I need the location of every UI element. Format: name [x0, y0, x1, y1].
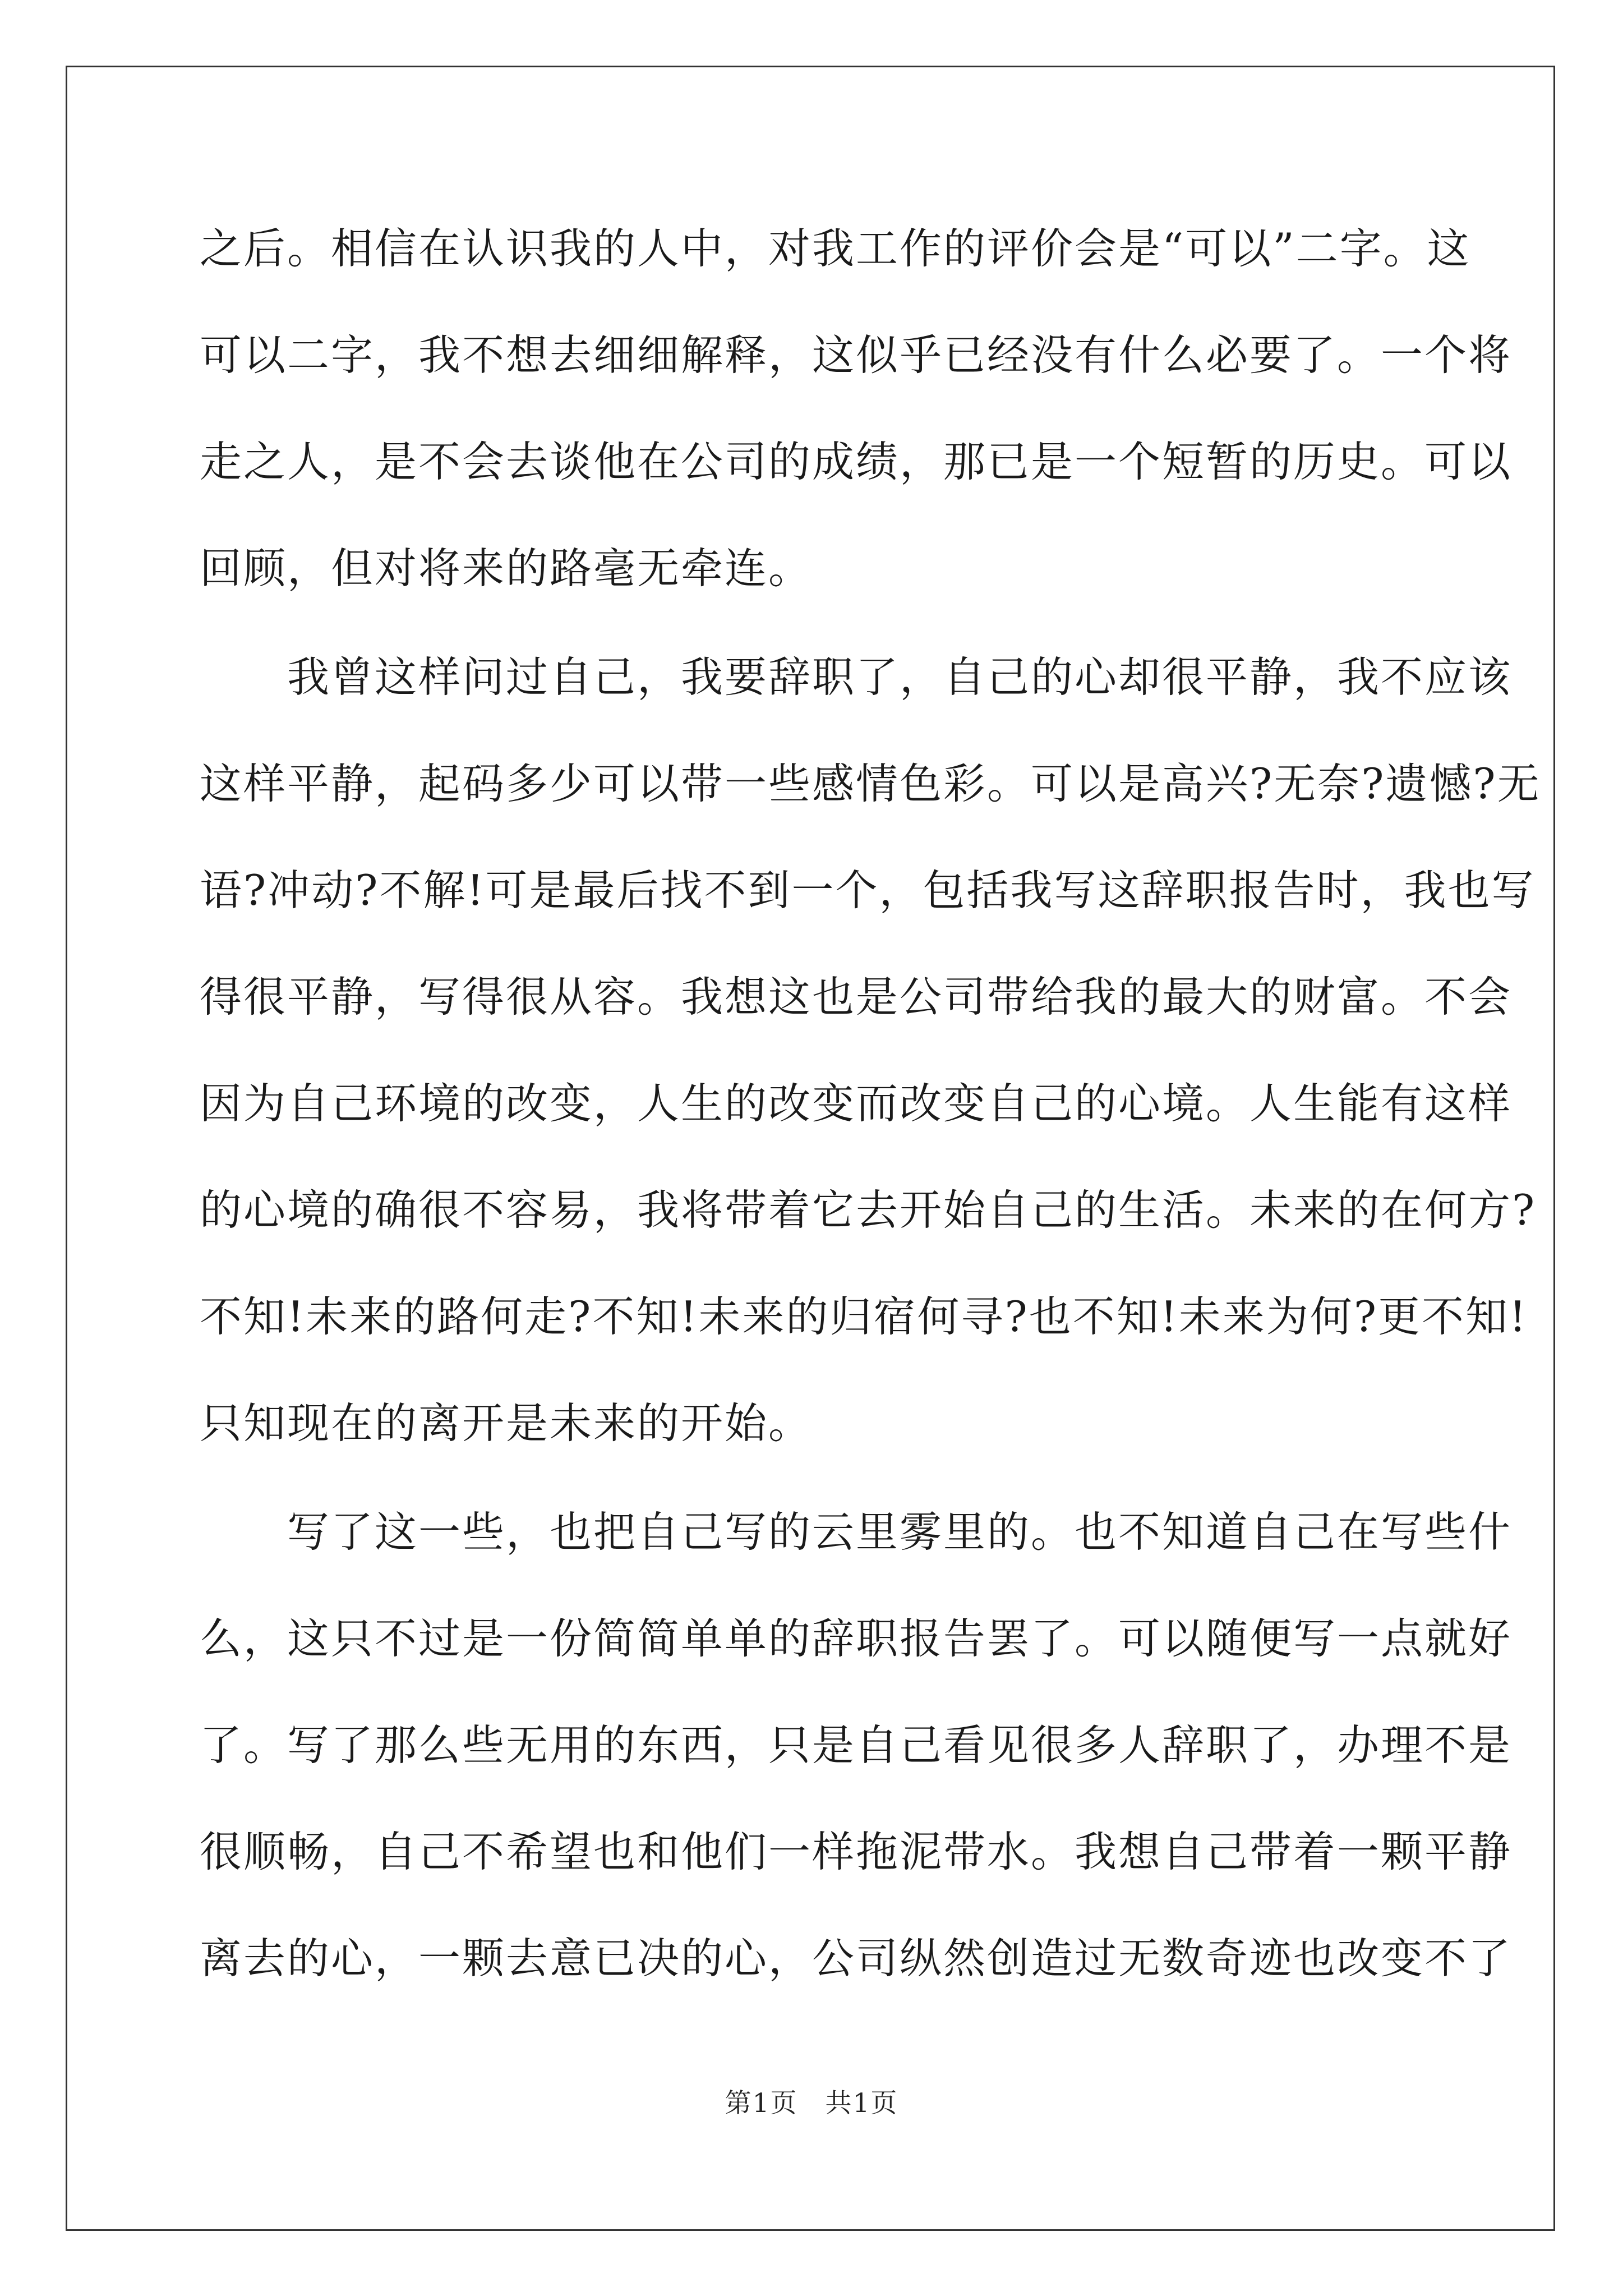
- page-number-footer: 第1页 共1页: [725, 2088, 898, 2119]
- page-border: [66, 66, 1555, 2231]
- text-line: 得很平静，写得很从容。我想这也是公司带给我的最大的财富。不会: [200, 972, 1513, 1022]
- text-line: 不知!未来的路何走?不知!未来的归宿何寻?也不知!未来为何?更不知!: [200, 1292, 1528, 1341]
- text-line: 写了这一些，也把自己写的云里雾里的。也不知道自己在写些什: [200, 1507, 1513, 1557]
- text-line: 很顺畅，自己不希望也和他们一样拖泥带水。我想自己带着一颗平静: [200, 1827, 1513, 1876]
- text-line: 因为自己环境的改变，人生的改变而改变自己的心境。人生能有这样: [200, 1079, 1513, 1128]
- text-line: 么，这只不过是一份简简单单的辞职报告罢了。可以随便写一点就好: [200, 1614, 1513, 1663]
- text-line: 可以二字，我不想去细细解释，这似乎已经没有什么必要了。一个将: [200, 330, 1513, 380]
- text-line: 了。写了那么些无用的东西，只是自己看见很多人辞职了，办理不是: [200, 1720, 1513, 1770]
- text-line: 离去的心，一颗去意已决的心，公司纵然创造过无数奇迹也改变不了: [200, 1934, 1513, 1983]
- text-line: 只知现在的离开是未来的开始。: [200, 1398, 813, 1448]
- text-line: 的心境的确很不容易，我将带着它去开始自己的生活。未来的在何方?: [200, 1185, 1537, 1235]
- text-line: 这样平静，起码多少可以带一些感情色彩。可以是高兴?无奈?遗憾?无: [200, 759, 1541, 808]
- text-line: 回顾，但对将来的路毫无牵连。: [200, 544, 813, 593]
- text-line: 语?冲动?不解!可是最后找不到一个，包括我写这辞职报告时，我也写: [200, 866, 1536, 915]
- text-line: 之后。相信在认识我的人中，对我工作的评价会是“可以”二字。这: [200, 224, 1471, 273]
- text-line: 走之人，是不会去谈他在公司的成绩，那已是一个短暂的历史。可以: [200, 437, 1513, 486]
- text-line: 我曾这样问过自己，我要辞职了，自己的心却很平静，我不应该: [200, 652, 1513, 702]
